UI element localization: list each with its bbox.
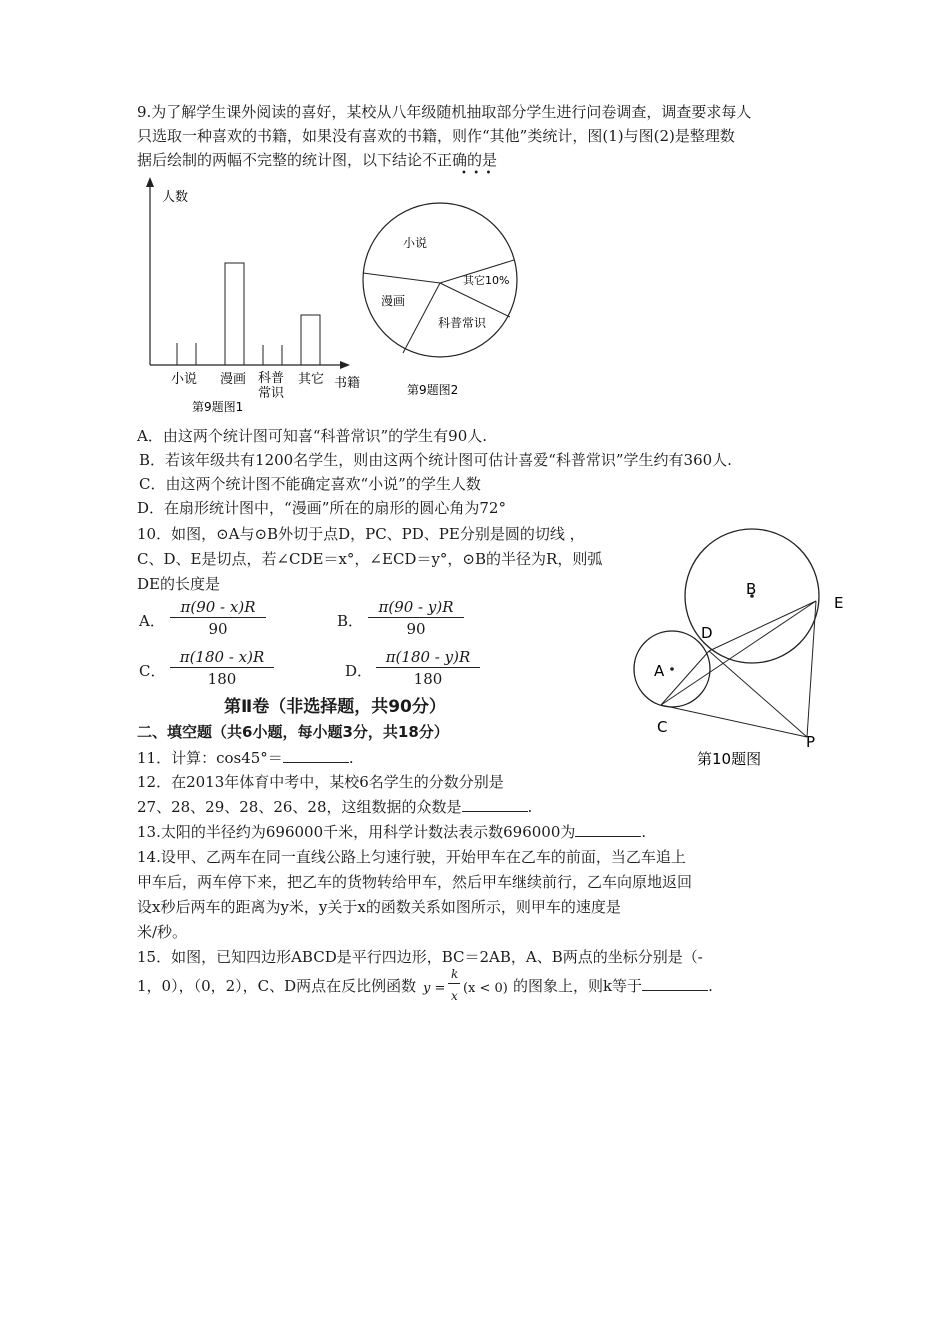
tick-kepu-1: 科普 xyxy=(258,371,285,386)
q10-line1: 10．如图，⊙A与⊙B外切于点D，PC、PD、PE分别是圆的切线 ， xyxy=(137,525,585,543)
section2-heading: 二、填空题（共6小题，每小题3分，共18分） xyxy=(137,723,449,741)
q10-c-denominator: 180 xyxy=(207,670,237,688)
bar-qita xyxy=(301,315,320,365)
q10-option-b-label: B． xyxy=(337,612,364,630)
tick-qita: 其它 xyxy=(298,372,325,387)
pie-divider-2 xyxy=(403,283,440,353)
q10-d-denominator: 180 xyxy=(413,670,443,688)
q14-line2: 甲车后，两车停下来，把乙车的货物转给甲车，然后甲车继续前行，乙车向原地返回 xyxy=(137,873,693,891)
part2-title: 第Ⅱ卷（非选择题，共90分） xyxy=(224,697,446,717)
q9-option-d: D．在扇形统计图中，“漫画”所在的扇形的圆心角为72° xyxy=(137,499,506,517)
q10-figure xyxy=(625,522,865,772)
q15-fn-k: k xyxy=(450,967,459,981)
q14-line3: 设x秒后两车的距离为y米，y关于x的函数关系如图所示，则甲车的速度是 xyxy=(137,898,621,916)
q11 xyxy=(137,748,354,768)
line-ep xyxy=(807,601,816,737)
tick-xiaoshuo: 小说 xyxy=(171,372,198,387)
pie-label-xiaoshuo: 小说 xyxy=(403,236,428,250)
q15-line2 xyxy=(137,967,713,1003)
point-d-label: D xyxy=(701,624,713,642)
q10-option-a xyxy=(170,598,266,638)
y-axis-label: 人数 xyxy=(162,190,189,205)
q11-answer-blank[interactable] xyxy=(283,748,349,763)
q15-answer-blank[interactable] xyxy=(642,976,708,991)
bar-chart xyxy=(140,175,370,420)
q10-option-c xyxy=(170,648,274,688)
line-ce xyxy=(661,601,816,705)
q10-option-a-label: A． xyxy=(139,612,165,630)
q11-period: . xyxy=(348,749,354,767)
point-b-label: B xyxy=(746,580,757,598)
q10-option-b xyxy=(368,598,464,638)
q13-answer-blank[interactable] xyxy=(575,822,641,837)
q12-line2 xyxy=(137,797,532,817)
q10-b-denominator: 90 xyxy=(406,620,426,638)
q12-line1: 12．在2013年体育中考中，某校6名学生的分数分别是 xyxy=(137,773,504,791)
q13 xyxy=(137,822,646,842)
q10-a-numerator: π(90 - x)R xyxy=(170,598,266,618)
q10-option-d xyxy=(376,648,480,688)
point-e-label: E xyxy=(834,594,844,612)
q10-figure-caption: 第10题图 xyxy=(697,750,762,768)
q15-text-1: 1，0），（0，2），C、D两点在反比例函数 xyxy=(137,977,417,995)
pie-label-qita: 其它10% xyxy=(463,274,510,287)
line-cp xyxy=(661,705,807,737)
q9-option-a: A．由这两个统计图可知喜“科普常识”的学生有90人. xyxy=(137,427,488,445)
line-dp xyxy=(709,651,807,737)
y-axis-arrow xyxy=(146,177,154,187)
q15-fn-cond: (x < 0) xyxy=(462,981,508,996)
point-c-label: C xyxy=(657,718,668,736)
q13-text: 13.太阳的半径约为696000千米，用科学计数法表示数696000为 xyxy=(137,823,576,841)
tick-manhua: 漫画 xyxy=(220,372,247,387)
q15-function xyxy=(421,967,513,1003)
q15-text-2: 的图象上，则k等于 xyxy=(512,977,643,995)
tick-kepu-2: 常识 xyxy=(258,386,285,401)
bar-manhua xyxy=(225,263,244,365)
q9-line1: 9.为了解学生课外阅读的喜好，某校从八年级随机抽取部分学生进行问卷调查，调查要求每人 xyxy=(137,103,752,121)
q15-line1: 15．如图，已知四边形ABCD是平行四边形，BC＝2AB，A、B两点的坐标分别是（- xyxy=(137,948,703,966)
q14-line4: 米/秒。 xyxy=(137,923,188,941)
q12-period: . xyxy=(527,798,533,816)
pie-label-manhua: 漫画 xyxy=(381,294,406,308)
pie-divider-1 xyxy=(363,273,440,283)
q10-line3: DE的长度是 xyxy=(137,575,220,593)
pie-label-kepu: 科普常识 xyxy=(438,316,487,330)
pie-chart-caption: 第9题图2 xyxy=(407,383,459,397)
pie-divider-4 xyxy=(440,283,510,317)
pie-chart xyxy=(355,195,535,405)
q12-answer-blank[interactable] xyxy=(462,797,528,812)
q9-option-c: C．由这两个统计图不能确定喜欢“小说”的学生人数 xyxy=(139,475,481,493)
q9-line3: 据后绘制的两幅不完整的统计图，以下结论不正确的是 xyxy=(137,151,498,169)
q10-option-d-label: D． xyxy=(345,662,373,680)
q9-line2: 只选取一种喜欢的书籍，如果没有喜欢的书籍，则作“其他”类统计，图(1)与图(2)是整理数 xyxy=(137,127,735,145)
q12-text: 27、28、29、28、26、28，这组数据的众数是 xyxy=(137,798,462,816)
point-a-label: A xyxy=(654,662,665,680)
q10-line2: C、D、E是切点，若∠CDE＝x°，∠ECD＝y°，⊙B的半径为R，则弧 xyxy=(137,550,603,568)
q15-period: . xyxy=(708,977,713,995)
q13-period: . xyxy=(641,823,647,841)
q15-fn-bar xyxy=(448,983,460,984)
q14-line1: 14.设甲、乙两车在同一直线公路上匀速行驶，开始甲车在乙车的前面，当乙车追上 xyxy=(137,848,686,866)
q15-fn-y: y = xyxy=(422,981,446,996)
q10-b-numerator: π(90 - y)R xyxy=(368,598,464,618)
point-p-label: P xyxy=(806,733,816,751)
q10-c-numerator: π(180 - x)R xyxy=(170,648,274,668)
q9-option-b: B．若该年级共有1200名学生，则由这两个统计图可估计喜爱“科普常识”学生约有360人. xyxy=(139,451,732,469)
x-axis-label: 书籍 xyxy=(334,376,361,391)
q10-d-numerator: π(180 - y)R xyxy=(376,648,480,668)
center-a-dot xyxy=(670,667,674,671)
q15-fn-x: x xyxy=(450,989,458,1003)
emphasis-dots: • • • xyxy=(461,168,492,179)
q10-option-c-label: C． xyxy=(139,662,166,680)
bar-chart-caption: 第9题图1 xyxy=(192,400,244,414)
x-axis-arrow xyxy=(340,361,350,369)
q11-text: 11．计算：cos45°＝ xyxy=(137,749,283,767)
q10-a-denominator: 90 xyxy=(208,620,228,638)
